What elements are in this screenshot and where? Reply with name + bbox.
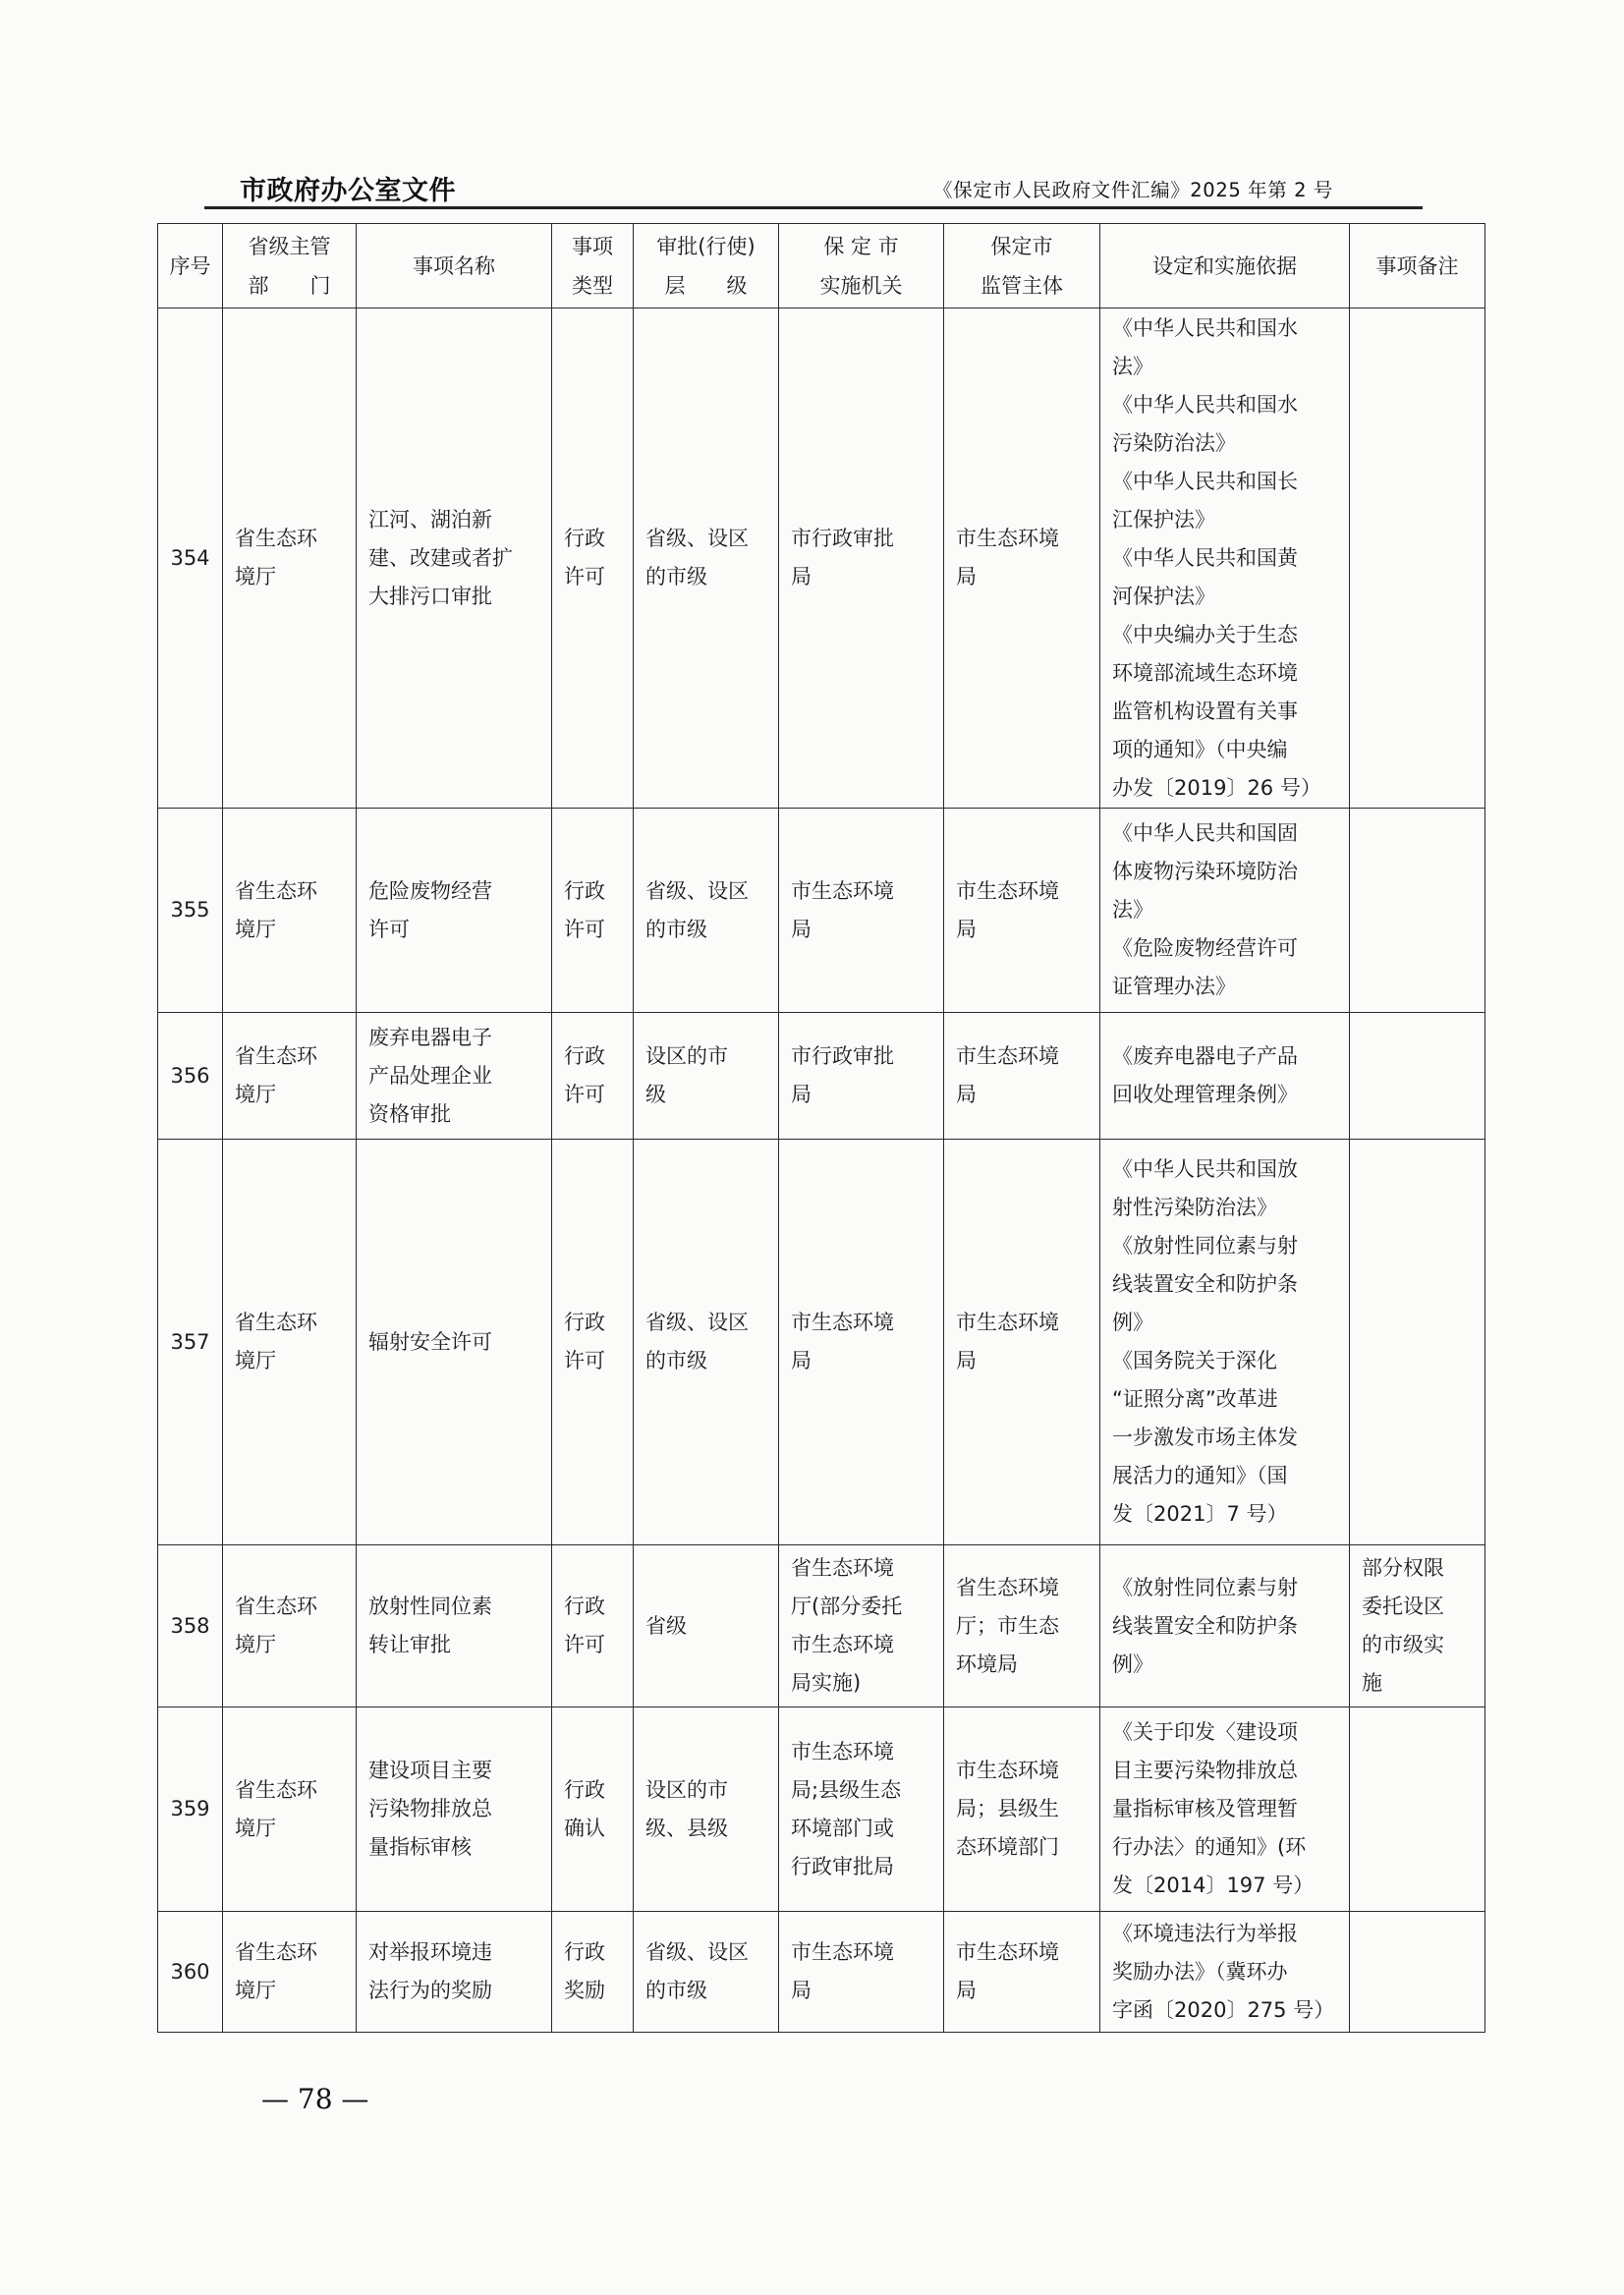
cell-approval-level xyxy=(634,1545,779,1707)
cell-remark xyxy=(1350,1013,1485,1140)
cell-text-line: 境厅 xyxy=(235,1083,276,1106)
cell-provincial-dept xyxy=(223,809,357,1013)
cell-text-line: 级、县级 xyxy=(645,1816,728,1840)
cell-text-line: 省生态环 xyxy=(235,527,317,550)
header-label-line: 类型 xyxy=(572,273,613,298)
header-col-approval-level xyxy=(634,224,779,308)
cell-text-line: 废弃电器电子 xyxy=(368,1025,492,1049)
cell-text-line: 办发〔2019〕26 号） xyxy=(1112,775,1321,800)
cell-text-line: 境厅 xyxy=(235,1979,276,2002)
cell-text-line: 省生态环 xyxy=(235,1595,317,1618)
cell-text-line: 行政 xyxy=(564,1777,605,1802)
cell-text-line: 局 xyxy=(791,1083,812,1106)
header-label-line: 实施机关 xyxy=(819,273,903,298)
cell-text-line: 大排污口审批 xyxy=(368,584,492,608)
cell-text-line: 环境部流域生态环境 xyxy=(1112,660,1298,685)
cell-text-line: 境厅 xyxy=(235,1816,276,1840)
cell-text-line: 省级、设区 xyxy=(645,878,749,903)
cell-provincial-dept xyxy=(223,1140,357,1545)
cell-text-line: 厅(部分委托 xyxy=(791,1595,903,1618)
cell-serial-number: 354 xyxy=(158,308,223,809)
cell-text-line: 产品处理企业 xyxy=(368,1063,492,1088)
cell-text-line: 《放射性同位素与射 xyxy=(1112,1234,1298,1258)
cell-text-line: 的市级 xyxy=(645,565,707,588)
header-col-serial xyxy=(158,224,223,308)
cell-text-line: 市生态环境 xyxy=(956,1940,1059,1964)
administrative-items-table xyxy=(157,223,1485,2033)
cell-supervisor xyxy=(944,1140,1100,1545)
cell-text-line: 境厅 xyxy=(235,1633,276,1656)
cell-provincial-dept xyxy=(223,1545,357,1707)
cell-item-name xyxy=(357,1140,552,1545)
cell-text-line: 展活力的通知》（国 xyxy=(1112,1464,1288,1487)
cell-text-line: 《中华人民共和国长 xyxy=(1112,469,1298,493)
cell-supervisor xyxy=(944,308,1100,809)
cell-text-line: 字函〔2020〕275 号） xyxy=(1112,1997,1335,2022)
header-col-provincial-dept xyxy=(223,224,357,308)
header-col-remarks xyxy=(1350,224,1485,308)
table-row xyxy=(158,1707,1485,1912)
cell-text-line: 许可 xyxy=(564,565,605,588)
cell-text-line: 行政 xyxy=(564,527,605,550)
cell-text-line: 奖励办法》（冀环办 xyxy=(1112,1959,1288,1984)
cell-text-line: 行政 xyxy=(564,1940,605,1964)
cell-text-line: 局 xyxy=(956,917,977,941)
cell-serial-number: 357 xyxy=(158,1140,223,1545)
cell-text-line: 发〔2021〕7 号） xyxy=(1112,1502,1288,1526)
cell-approval-level xyxy=(634,308,779,809)
cell-remark xyxy=(1350,1707,1485,1912)
header-col-item-type xyxy=(552,224,634,308)
cell-text-line: 建、改建或者扩 xyxy=(368,545,513,570)
cell-item-name xyxy=(357,1707,552,1912)
cell-legal-basis xyxy=(1100,1545,1350,1707)
cell-text-line: 《中华人民共和国固 xyxy=(1112,821,1298,845)
cell-approval-level xyxy=(634,809,779,1013)
cell-text-line: 行政 xyxy=(564,878,605,903)
cell-item-name xyxy=(357,308,552,809)
cell-text-line: 市生态环境 xyxy=(956,1759,1059,1782)
cell-text-line: 《中华人民共和国水 xyxy=(1112,315,1298,340)
cell-serial-number: 359 xyxy=(158,1707,223,1912)
cell-text-line: 局 xyxy=(791,1349,812,1372)
header-rule xyxy=(204,206,1423,209)
cell-text-line: 省生态环 xyxy=(235,878,317,903)
cell-text-line: 局；县级生 xyxy=(956,1797,1059,1820)
cell-text-line: 对举报环境违 xyxy=(368,1940,492,1964)
cell-text-line: 回收处理管理条例》 xyxy=(1112,1083,1298,1106)
cell-text-line: 危险废物经营 xyxy=(368,878,492,903)
cell-text-line: 《中华人民共和国放 xyxy=(1112,1157,1298,1181)
header-label-line: 层 级 xyxy=(664,273,748,298)
cell-text-line: 《中华人民共和国水 xyxy=(1112,392,1298,417)
cell-text-line: 省生态环 xyxy=(235,1044,317,1068)
cell-text-line: 线装置安全和防护条 xyxy=(1112,1613,1298,1638)
cell-text-line: 厅；市生态 xyxy=(956,1613,1059,1638)
cell-remark xyxy=(1350,809,1485,1013)
cell-item-type xyxy=(552,1912,634,2033)
cell-legal-basis xyxy=(1100,308,1350,809)
header-col-supervisor xyxy=(944,224,1100,308)
cell-text-line: 行政审批局 xyxy=(791,1854,894,1878)
cell-provincial-dept xyxy=(223,1912,357,2033)
cell-text-line: 省生态环境 xyxy=(956,1575,1059,1599)
cell-remark xyxy=(1350,1140,1485,1545)
cell-text-line: 市生态环境 xyxy=(791,1311,894,1334)
cell-text-line: 《中央编办关于生态 xyxy=(1112,622,1298,646)
cell-text-line: 的市级 xyxy=(645,1979,707,2002)
cell-approval-level xyxy=(634,1013,779,1140)
cell-text-line: 行政 xyxy=(564,1044,605,1068)
header-label-line: 设定和实施依据 xyxy=(1152,253,1297,278)
running-header-title: 市政府办公室文件 xyxy=(240,176,456,206)
cell-text-line: 施 xyxy=(1362,1671,1382,1695)
cell-text-line: 市生态环境 xyxy=(956,527,1059,550)
cell-text-line: 许可 xyxy=(564,1349,605,1372)
cell-text-line: 江保护法》 xyxy=(1112,507,1215,532)
cell-text-line: 许可 xyxy=(368,917,410,941)
cell-text-line: “证照分离”改革进 xyxy=(1112,1387,1278,1411)
cell-serial-number: 355 xyxy=(158,809,223,1013)
cell-item-name xyxy=(357,1545,552,1707)
cell-text-line: 《中华人民共和国黄 xyxy=(1112,545,1298,570)
cell-text-line: 线装置安全和防护条 xyxy=(1112,1272,1298,1296)
cell-text-line: 辐射安全许可 xyxy=(368,1329,492,1354)
cell-supervisor xyxy=(944,1013,1100,1140)
cell-text-line: 射性污染防治法》 xyxy=(1112,1196,1277,1219)
cell-text-line: 省生态环 xyxy=(235,1777,317,1802)
cell-legal-basis xyxy=(1100,1140,1350,1545)
cell-provincial-dept xyxy=(223,1707,357,1912)
table-row xyxy=(158,1912,1485,2033)
cell-item-type xyxy=(552,1707,634,1912)
cell-item-type xyxy=(552,1545,634,1707)
cell-text-line: 市行政审批 xyxy=(791,1044,894,1068)
cell-text-line: 的市级实 xyxy=(1362,1633,1444,1656)
cell-supervisor xyxy=(944,809,1100,1013)
header-col-legal-basis xyxy=(1100,224,1350,308)
cell-text-line: 设区的市 xyxy=(645,1777,728,1802)
header-label-line: 保 定 市 xyxy=(823,234,899,258)
cell-implementing-agency xyxy=(779,1912,944,2033)
cell-serial-number: 360 xyxy=(158,1912,223,2033)
cell-text-line: 体废物污染环境防治 xyxy=(1112,860,1298,883)
cell-supervisor xyxy=(944,1912,1100,2033)
cell-text-line: 《危险废物经营许可 xyxy=(1112,936,1298,960)
cell-text-line: 一步激发市场主体发 xyxy=(1112,1426,1298,1449)
cell-implementing-agency xyxy=(779,1140,944,1545)
cell-text-line: 的市级 xyxy=(645,917,707,941)
cell-text-line: 局 xyxy=(956,1979,977,2002)
cell-text-line: 委托设区 xyxy=(1362,1595,1444,1618)
cell-text-line: 市生态环境 xyxy=(791,1633,894,1656)
cell-text-line: 江河、湖泊新 xyxy=(368,507,492,532)
cell-text-line: 例》 xyxy=(1112,1651,1153,1676)
cell-text-line: 许可 xyxy=(564,1633,605,1656)
header-label-line: 序号 xyxy=(169,253,211,278)
cell-item-name xyxy=(357,1013,552,1140)
cell-text-line: 省生态环 xyxy=(235,1311,317,1334)
table-row xyxy=(158,809,1485,1013)
cell-text-line: 局 xyxy=(956,1083,977,1106)
cell-text-line: 奖励 xyxy=(564,1979,605,2002)
cell-text-line: 法》 xyxy=(1112,898,1153,922)
cell-text-line: 局 xyxy=(791,917,812,941)
header-col-item-name xyxy=(357,224,552,308)
cell-text-line: 环境局 xyxy=(956,1651,1018,1676)
cell-supervisor xyxy=(944,1545,1100,1707)
cell-text-line: 污染物排放总 xyxy=(368,1797,492,1820)
cell-text-line: 省级 xyxy=(645,1613,687,1638)
running-header-publication: 《保定市人民政府文件汇编》2025 年第 2 号 xyxy=(933,179,1334,201)
cell-text-line: 市生态环境 xyxy=(791,1739,894,1763)
cell-text-line: 法》 xyxy=(1112,354,1153,378)
cell-text-line: 证管理办法》 xyxy=(1112,975,1236,998)
cell-approval-level xyxy=(634,1707,779,1912)
cell-text-line: 转让审批 xyxy=(368,1633,451,1656)
cell-text-line: 《废弃电器电子产品 xyxy=(1112,1044,1298,1068)
cell-provincial-dept xyxy=(223,1013,357,1140)
cell-text-line: 局 xyxy=(956,565,977,588)
cell-text-line: 发〔2014〕197 号） xyxy=(1112,1874,1315,1897)
cell-text-line: 确认 xyxy=(564,1816,605,1840)
cell-legal-basis xyxy=(1100,1912,1350,2033)
cell-text-line: 局 xyxy=(791,565,812,588)
cell-text-line: 目主要污染物排放总 xyxy=(1112,1759,1298,1782)
cell-text-line: 污染防治法》 xyxy=(1112,430,1236,455)
cell-text-line: 市生态环境 xyxy=(956,878,1059,903)
cell-text-line: 省生态环境 xyxy=(791,1556,894,1580)
cell-text-line: 局 xyxy=(956,1349,977,1372)
cell-implementing-agency xyxy=(779,1707,944,1912)
cell-text-line: 放射性同位素 xyxy=(368,1595,492,1618)
cell-text-line: 局 xyxy=(791,1979,812,2002)
header-col-implementing-agency xyxy=(779,224,944,308)
cell-text-line: 行政 xyxy=(564,1595,605,1618)
cell-item-name xyxy=(357,1912,552,2033)
header-label-line: 事项名称 xyxy=(413,253,495,278)
cell-text-line: 建设项目主要 xyxy=(368,1759,492,1782)
header-label-line: 监管主体 xyxy=(980,273,1063,298)
cell-remark xyxy=(1350,1912,1485,2033)
cell-text-line: 级 xyxy=(645,1083,666,1106)
table-row xyxy=(158,1013,1485,1140)
cell-text-line: 《关于印发〈建设项 xyxy=(1112,1720,1298,1744)
page-number: — 78 — xyxy=(261,2083,369,2115)
cell-implementing-agency xyxy=(779,1545,944,1707)
cell-remark xyxy=(1350,1545,1485,1707)
cell-text-line: 监管机构设置有关事 xyxy=(1112,699,1298,723)
cell-text-line: 许可 xyxy=(564,917,605,941)
cell-item-type xyxy=(552,1013,634,1140)
cell-text-line: 市生态环境 xyxy=(956,1311,1059,1334)
cell-text-line: 河保护法》 xyxy=(1112,584,1215,608)
cell-text-line: 环境部门或 xyxy=(791,1816,894,1840)
cell-item-type xyxy=(552,809,634,1013)
cell-legal-basis xyxy=(1100,1707,1350,1912)
cell-legal-basis xyxy=(1100,1013,1350,1140)
cell-text-line: 省级、设区 xyxy=(645,527,749,550)
cell-text-line: 《环境违法行为举报 xyxy=(1112,1921,1298,1945)
header-label-line: 保定市 xyxy=(990,234,1053,258)
cell-implementing-agency xyxy=(779,1013,944,1140)
cell-text-line: 《放射性同位素与射 xyxy=(1112,1575,1298,1599)
cell-text-line: 的市级 xyxy=(645,1349,707,1372)
cell-supervisor xyxy=(944,1707,1100,1912)
cell-text-line: 市行政审批 xyxy=(791,527,894,550)
cell-text-line: 境厅 xyxy=(235,1349,276,1372)
cell-text-line: 省生态环 xyxy=(235,1940,317,1964)
cell-text-line: 《国务院关于深化 xyxy=(1112,1349,1277,1372)
cell-text-line: 量指标审核 xyxy=(368,1835,472,1859)
cell-text-line: 量指标审核及管理暂 xyxy=(1112,1797,1298,1820)
header-label-line: 省级主管 xyxy=(248,234,331,258)
cell-text-line: 市生态环境 xyxy=(956,1044,1059,1068)
cell-serial-number: 356 xyxy=(158,1013,223,1140)
cell-implementing-agency xyxy=(779,308,944,809)
cell-remark xyxy=(1350,308,1485,809)
cell-text-line: 例》 xyxy=(1112,1311,1153,1334)
cell-text-line: 局实施) xyxy=(791,1671,862,1695)
cell-serial-number: 358 xyxy=(158,1545,223,1707)
cell-text-line: 行政 xyxy=(564,1311,605,1334)
header-label-line: 部 门 xyxy=(248,273,331,298)
header-label-line: 事项 xyxy=(572,234,613,258)
cell-implementing-agency xyxy=(779,809,944,1013)
header-label-line: 审批(行使) xyxy=(656,234,756,258)
cell-text-line: 省级、设区 xyxy=(645,1311,749,1334)
cell-text-line: 市生态环境 xyxy=(791,1940,894,1964)
cell-text-line: 境厅 xyxy=(235,565,276,588)
table-header-row xyxy=(158,224,1485,308)
cell-item-type xyxy=(552,308,634,809)
cell-text-line: 行办法〉的通知》(环 xyxy=(1112,1835,1307,1859)
cell-text-line: 境厅 xyxy=(235,917,276,941)
cell-provincial-dept xyxy=(223,308,357,809)
cell-approval-level xyxy=(634,1140,779,1545)
cell-item-type xyxy=(552,1140,634,1545)
cell-text-line: 项的通知》（中央编 xyxy=(1112,737,1288,761)
cell-text-line: 法行为的奖励 xyxy=(368,1979,492,2002)
cell-text-line: 部分权限 xyxy=(1362,1556,1444,1580)
table-row xyxy=(158,308,1485,809)
table-row xyxy=(158,1545,1485,1707)
cell-legal-basis xyxy=(1100,809,1350,1013)
header-label-line: 事项备注 xyxy=(1375,253,1459,278)
cell-text-line: 省级、设区 xyxy=(645,1940,749,1964)
cell-text-line: 态环境部门 xyxy=(956,1835,1059,1859)
cell-text-line: 资格审批 xyxy=(368,1101,451,1126)
cell-text-line: 设区的市 xyxy=(645,1044,728,1068)
cell-text-line: 局;县级生态 xyxy=(791,1777,902,1802)
cell-text-line: 许可 xyxy=(564,1083,605,1106)
table-row xyxy=(158,1140,1485,1545)
cell-text-line: 市生态环境 xyxy=(791,878,894,903)
cell-item-name xyxy=(357,809,552,1013)
cell-approval-level xyxy=(634,1912,779,2033)
